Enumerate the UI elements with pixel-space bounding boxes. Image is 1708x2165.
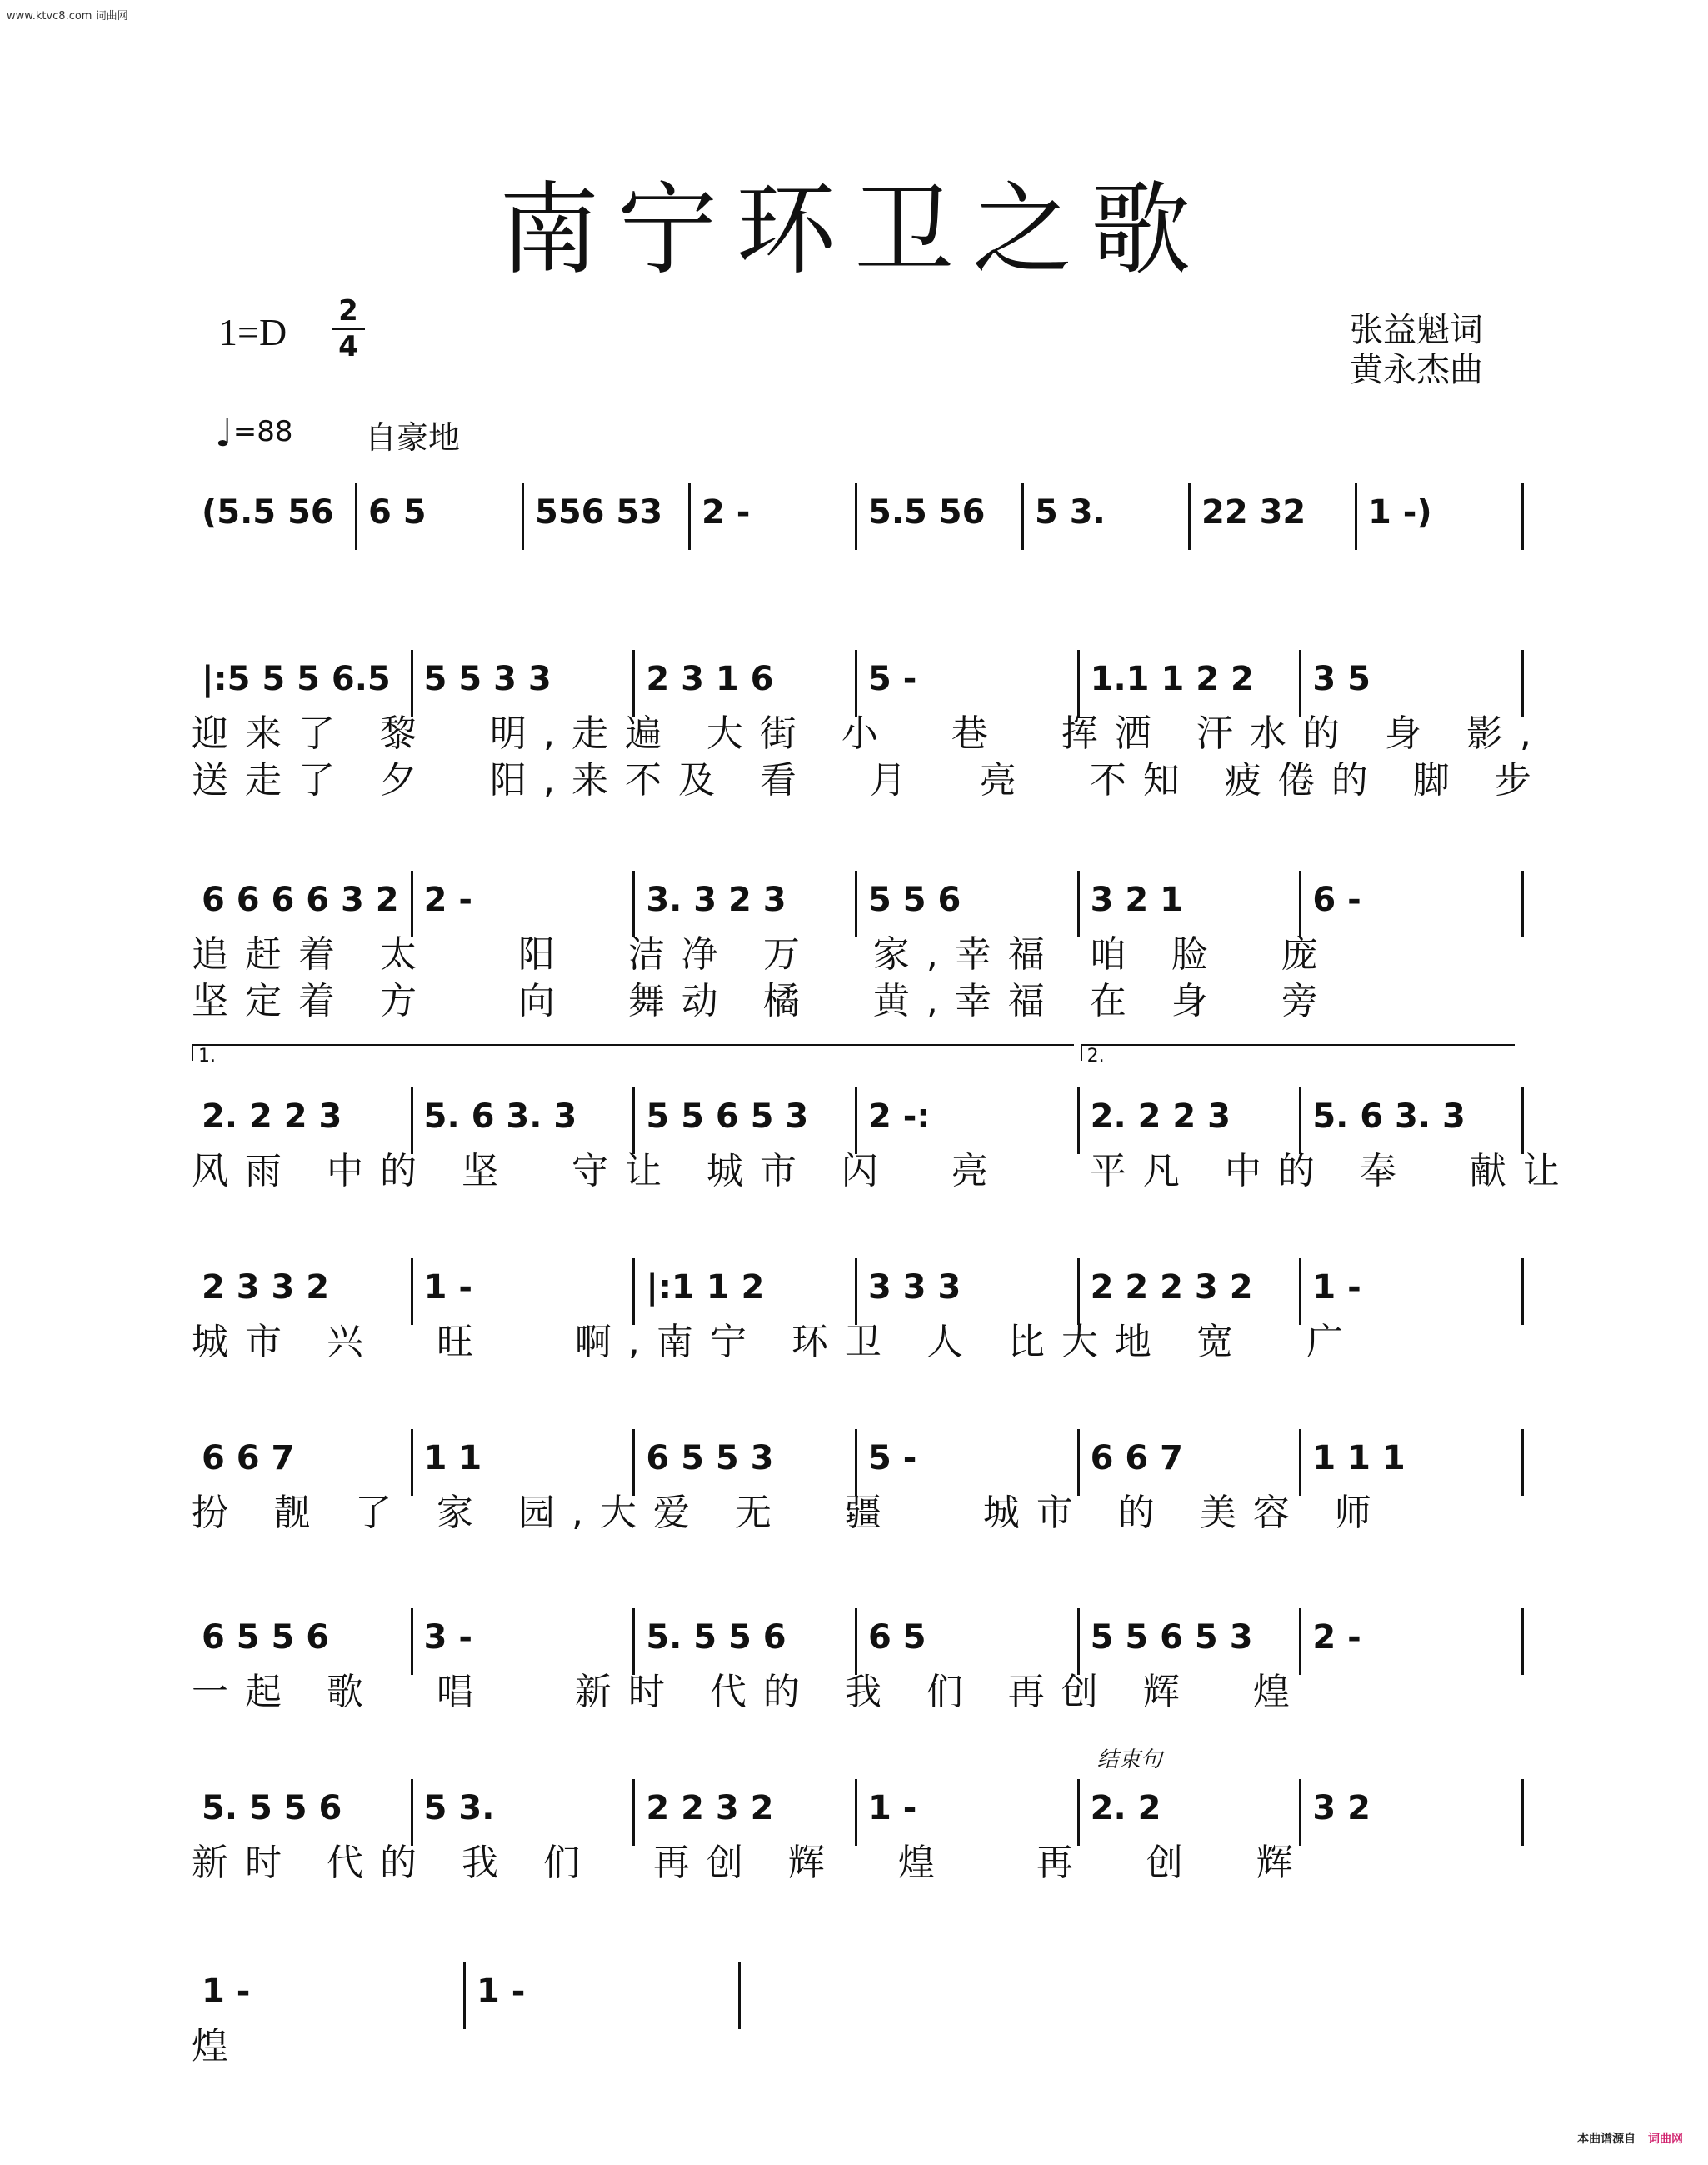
barline [1188, 483, 1191, 550]
measure-notes: 2 2 2 3 2 [1090, 1268, 1253, 1307]
barline [355, 483, 357, 550]
measure-notes: 1 - [202, 1972, 251, 2011]
measure-notes: 2. 2 2 3 [1090, 1098, 1231, 1136]
measure-notes: 5 5 6 5 3 [1090, 1618, 1253, 1657]
time-signature [332, 296, 365, 362]
measure-notes: 2 - [702, 493, 751, 532]
site-footer [1577, 2130, 1683, 2147]
measure-notes: (5.5 56 [202, 493, 334, 532]
measure-notes: 22 32 [1201, 493, 1306, 532]
quarter-note-icon: ♩ [215, 410, 233, 455]
measure-notes: 6 5 5 6 [202, 1618, 330, 1657]
lyric-line: 扮 靓 了 家 园,大爱 无 疆 城市 的 美容 师 [192, 1492, 1388, 1534]
measure-notes: 5 5 6 5 3 [646, 1098, 809, 1136]
measure-notes: 556 53 [535, 493, 663, 532]
lyric-line: 风雨 中的 坚 守让 城市 闪 亮 平凡 中的 奉 献让 [192, 1150, 1576, 1192]
barline [688, 483, 691, 550]
measure-notes: 6 - [1312, 881, 1361, 919]
lyric-line: 城市 兴 旺 啊,南宁 环卫 人 比大地 宽 广 [192, 1321, 1360, 1363]
credits [1350, 310, 1483, 390]
measure-notes: 5. 5 5 6 [646, 1618, 787, 1657]
time-top: 2 [338, 294, 358, 328]
song-title: 南宁环卫之歌 [499, 172, 1209, 288]
lyric-line: 一起 歌 唱 新时 代的 我 们 再创 辉 煌 [192, 1671, 1306, 1713]
measure-notes: 6 6 7 [202, 1439, 295, 1478]
lyricist: 张益魁词 [1350, 311, 1483, 349]
barline [1355, 483, 1357, 550]
measure-notes: 2 2 3 2 [646, 1789, 774, 1828]
site-footer-brand[interactable]: 词曲网 [1648, 2132, 1683, 2146]
measure-notes: 6 5 [368, 493, 427, 532]
site-watermark: www.ktvc8.com 词曲网 [7, 10, 128, 22]
volta-second-ending: 2. [1081, 1044, 1515, 1061]
key-signature: 1=D [218, 311, 287, 353]
measure-notes: 1 - [477, 1972, 526, 2011]
measure-notes: 2. 2 2 3 [202, 1098, 342, 1136]
measure-notes: 6 5 5 3 [646, 1439, 774, 1478]
measure-notes: 5 5 6 [868, 881, 961, 919]
measure-notes: 6 6 7 [1090, 1439, 1184, 1478]
measure-notes: 5. 5 5 6 [202, 1789, 342, 1828]
measure-notes: 6 6 6 6 3 2 [202, 881, 399, 919]
measure-notes: 3 - [423, 1618, 473, 1657]
expression-marking: 自豪地 [365, 419, 461, 456]
right-edge-strip [1691, 33, 1706, 2133]
measure-notes: 1 1 [423, 1439, 482, 1478]
barline [855, 483, 857, 550]
barline [1521, 483, 1524, 550]
measure-notes: 1 1 1 [1312, 1439, 1406, 1478]
measure-notes: 1 -) [1368, 493, 1432, 532]
lyric-line: 坚定着 方 向 舞动 橘 黄,幸福 在 身 旁 [192, 980, 1335, 1022]
measure-notes: 2 3 3 2 [202, 1268, 330, 1307]
measure-notes: 2 3 1 6 [646, 660, 774, 698]
measure-notes: 5. 6 3. 3 [1312, 1098, 1466, 1136]
measure-notes: 1 - [423, 1268, 473, 1307]
measure-notes: 2 - [423, 881, 473, 919]
measure-notes: 3. 3 2 3 [646, 881, 787, 919]
measure-notes: 3 2 1 [1090, 881, 1184, 919]
measure-notes: 3 5 [1312, 660, 1371, 698]
barline [522, 483, 524, 550]
measure-notes: 5 5 3 3 [423, 660, 552, 698]
barline [1021, 483, 1024, 550]
measure-notes: 5.5 56 [868, 493, 986, 532]
lyric-line: 煌 [192, 2025, 245, 2068]
tempo-value: =88 [232, 415, 293, 448]
measure-notes: |:1 1 2 [646, 1268, 765, 1307]
measure-notes: 5 3. [423, 1789, 495, 1828]
tempo-marking [215, 410, 292, 455]
measure-notes: 5. 6 3. 3 [423, 1098, 577, 1136]
time-bottom: 4 [338, 330, 358, 363]
volta-first-ending: 1. [192, 1044, 1074, 1061]
measure-notes: 5 - [868, 1439, 917, 1478]
measure-notes: 5 - [868, 660, 917, 698]
measure-notes: |:5 5 5 6.5 [202, 660, 391, 698]
measure-notes: 2 -: [868, 1098, 931, 1136]
measure-notes: 1.1 1 2 2 [1090, 660, 1254, 698]
lyric-line: 新时 代的 我 们 再创 辉 煌 再 创 辉 [192, 1842, 1310, 1884]
measure-notes: 3 3 3 [868, 1268, 961, 1307]
lyric-line: 送走了 夕 阳,来不及 看 月 亮 不知 疲倦的 脚 步 [192, 759, 1548, 802]
measure-notes: 3 2 [1312, 1789, 1371, 1828]
measure-notes: 5 3. [1035, 493, 1106, 532]
left-edge-strip [2, 33, 17, 2133]
measure-notes: 6 5 [868, 1618, 926, 1657]
measure-notes: 1 - [1312, 1268, 1361, 1307]
notes-line [192, 483, 1525, 558]
measure-notes: 2 - [1312, 1618, 1361, 1657]
measure-notes: 1 - [868, 1789, 917, 1828]
composer: 黄永杰曲 [1350, 351, 1483, 389]
lyric-line: 追赶着 太 阳 洁净 万 家,幸福 咱 脸 庞 [192, 933, 1335, 976]
lyric-line: 迎来了 黎 明,走遍 大街 小 巷 挥洒 汗水的 身 影, [192, 712, 1548, 755]
ending-phrase-label: 结束句 [1096, 1748, 1162, 1772]
measure-notes: 2. 2 [1090, 1789, 1161, 1828]
site-footer-label: 本曲谱源自 [1577, 2132, 1636, 2146]
